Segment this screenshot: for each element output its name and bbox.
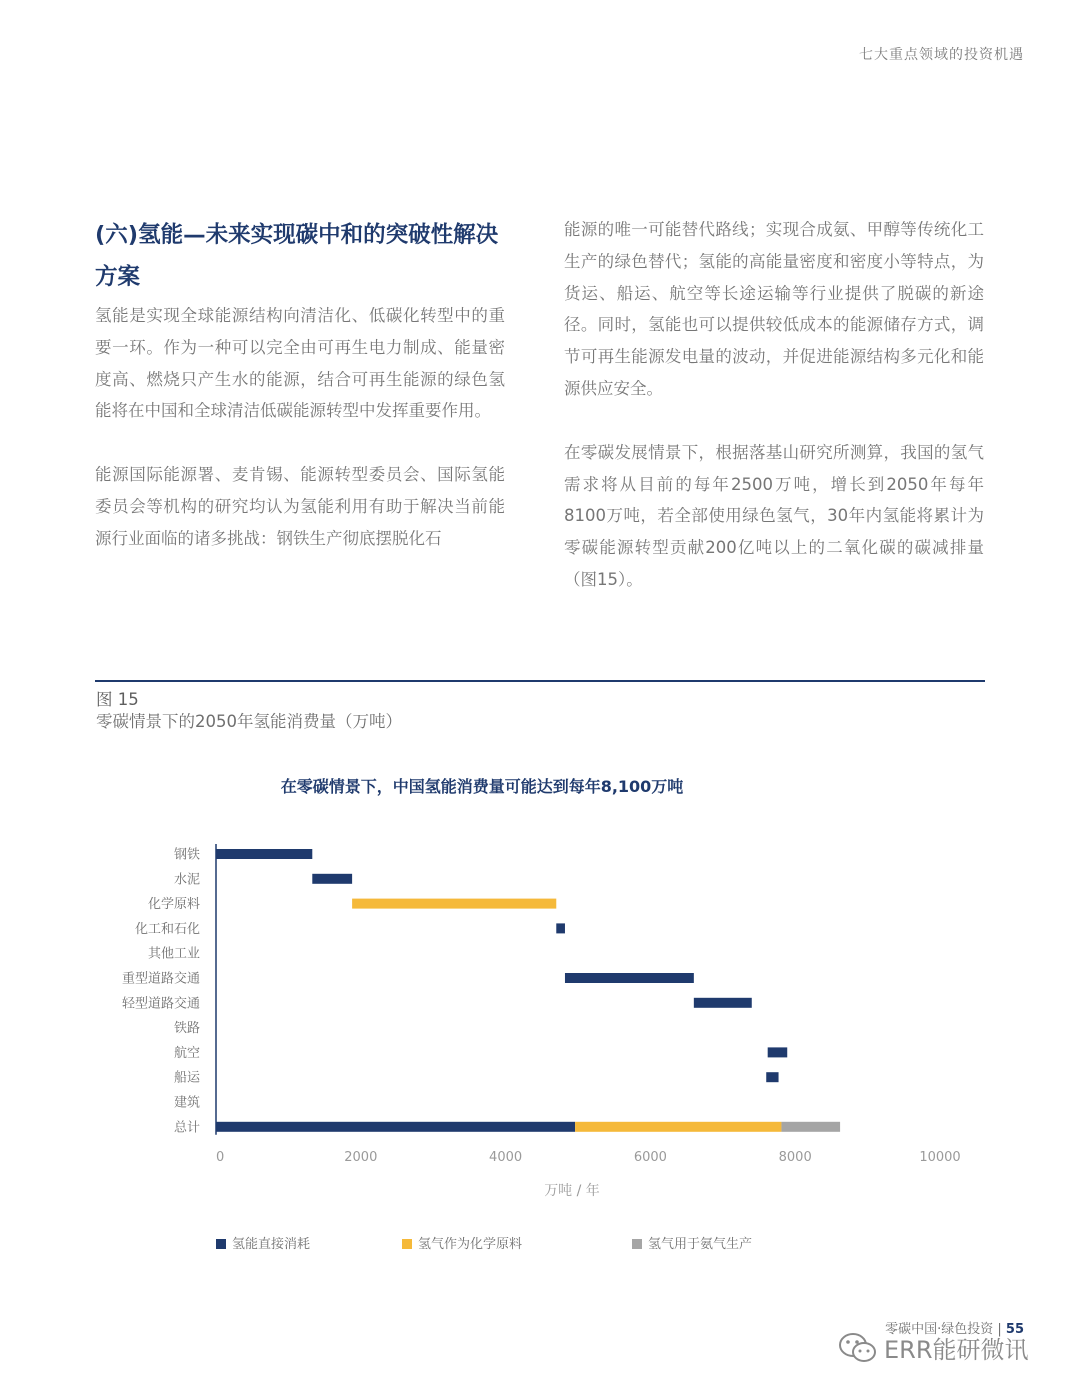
y-tick-label: 总计 (173, 1120, 200, 1136)
legend-swatch (632, 1239, 642, 1249)
watermark (838, 1330, 1029, 1365)
wechat-icon (838, 1332, 878, 1364)
y-tick-label: 重型道路交通 (121, 971, 200, 987)
right-paragraph-2: 在零碳发展情景下，根据落基山研究所测算，我国的氢气需求将从目前的每年2500万吨，增长到2050年每年8100万吨，若全部使用绿色氢气，30年内氢能将累计为零碳能源转型贡献200亿吨以上的二氧化碳的碳减排量（图15）。 (564, 442, 984, 589)
y-tick-label: 船运 (173, 1070, 200, 1086)
watermark-text: ERR能研微讯 (884, 1336, 1029, 1364)
y-tick-label: 航空 (173, 1045, 200, 1061)
y-tick-label: 轻型道路交通 (121, 996, 200, 1012)
footer-separator: | (997, 1322, 1006, 1337)
y-tick-label: 钢铁 (173, 847, 200, 863)
footer-title: 零碳中国·绿色投资 (885, 1322, 994, 1337)
right-column (564, 214, 984, 596)
legend-label: 氢气作为化学原料 (418, 1237, 523, 1252)
y-tick-label: 铁路 (173, 1021, 200, 1037)
figure-divider (95, 680, 985, 682)
y-tick-label: 水泥 (173, 872, 200, 888)
bar (352, 899, 556, 909)
chart-title: 在零碳情景下，中国氢能消费量可能达到每年8,100万吨 (280, 777, 684, 796)
legend-label: 氢气用于氨气生产 (648, 1237, 753, 1252)
x-tick-label: 8000 (778, 1149, 812, 1165)
hydrogen-consumption-chart (0, 760, 1080, 1280)
bar (556, 923, 565, 933)
page-number: 55 (1005, 1322, 1024, 1337)
bar (575, 1122, 781, 1132)
y-tick-label: 化工和石化 (134, 921, 200, 937)
section-title: (六)氢能—未来实现碳中和的突破性解决方案 (95, 222, 499, 290)
running-header: 七大重点领域的投资机遇 (859, 47, 1024, 63)
bar (768, 1047, 788, 1057)
legend-swatch (402, 1239, 412, 1249)
bar (216, 849, 312, 859)
x-tick-label: 4000 (489, 1149, 523, 1165)
figure-number: 图 15 (96, 690, 139, 709)
y-tick-label: 化学原料 (147, 897, 200, 913)
right-paragraph-1: 能源的唯一可能替代路线；实现合成氨、甲醇等传统化工生产的绿色替代；氢能的高能量密度和密度小等特点，为货运、船运、航空等长途运输等行业提供了脱碳的新途径。同时，氢能也可以提供较低成本的能源储存方式，调节可再生能源发电量的波动，并促进能源结构多元化和能源供应安全。 (564, 220, 984, 398)
legend-swatch (216, 1239, 226, 1249)
bar (216, 1122, 575, 1132)
legend-label: 氢能直接消耗 (232, 1237, 311, 1252)
left-column (95, 214, 505, 555)
left-paragraph-1: 氢能是实现全球能源结构向清洁化、低碳化转型中的重要一环。作为一种可以完全由可再生电力制成、能量密度高、燃烧只产生水的能源，结合可再生能源的绿色氢能将在中国和全球清洁低碳能源转型中发挥重要作用。 (95, 306, 505, 421)
x-tick-label: 10000 (919, 1149, 961, 1165)
y-tick-label: 建筑 (173, 1095, 200, 1111)
bar (781, 1122, 840, 1132)
bar (694, 998, 752, 1008)
bar (565, 973, 694, 983)
x-tick-label: 2000 (344, 1149, 378, 1165)
x-tick-label: 0 (216, 1149, 225, 1165)
bar (766, 1072, 778, 1082)
x-tick-label: 6000 (633, 1149, 667, 1165)
left-paragraph-2: 能源国际能源署、麦肯锡、能源转型委员会、国际氢能委员会等机构的研究均认为氢能利用有助于解决当前能源行业面临的诸多挑战：钢铁生产彻底摆脱化石 (95, 465, 505, 548)
bar (312, 874, 352, 884)
x-axis-label: 万吨 / 年 (544, 1182, 600, 1199)
y-tick-label: 其他工业 (147, 946, 200, 962)
figure-caption: 零碳情景下的2050年氢能消费量（万吨） (96, 712, 402, 731)
